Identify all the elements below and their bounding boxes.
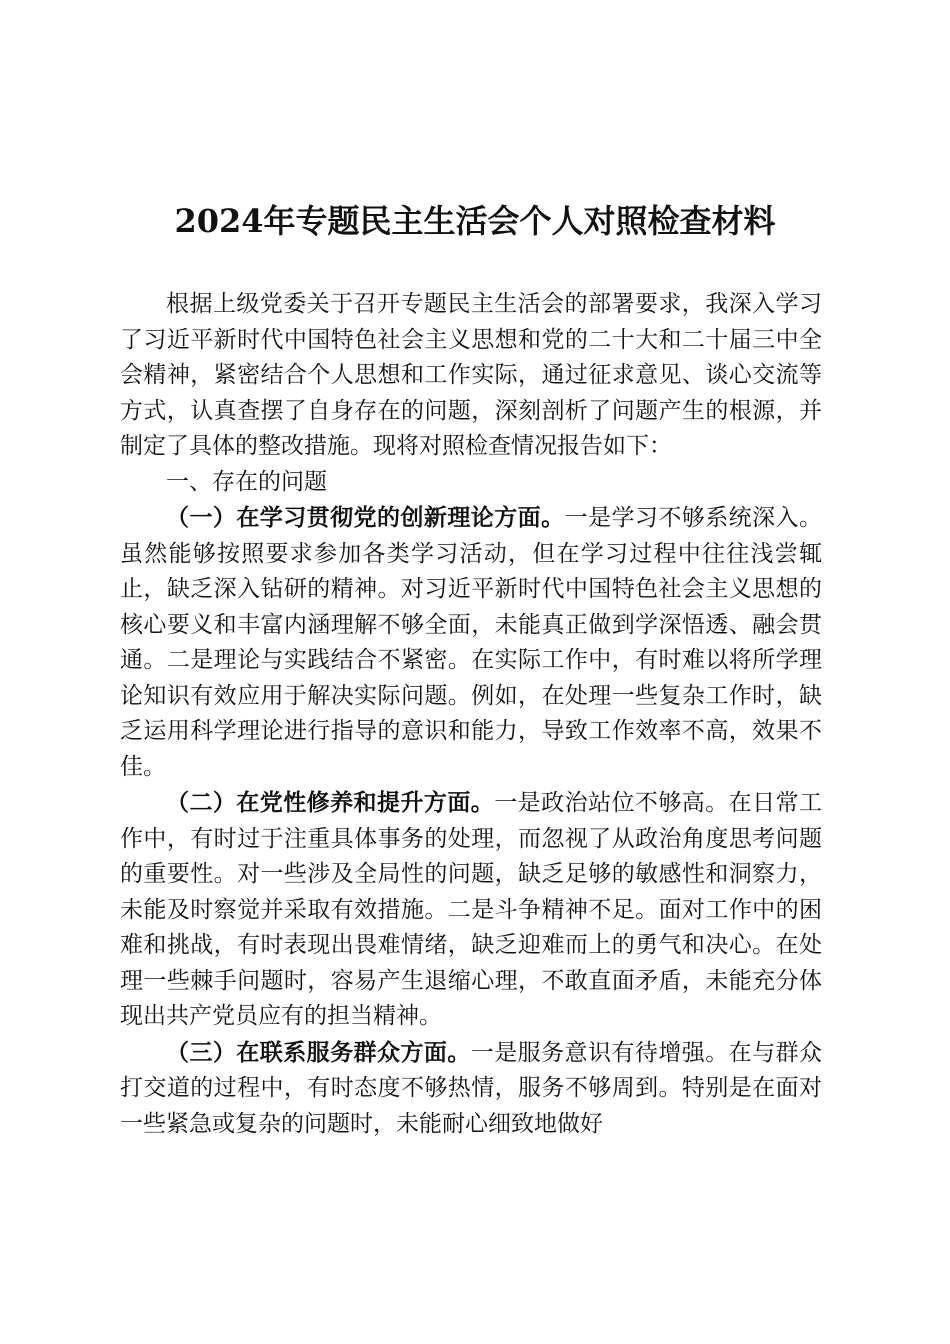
subsection-text: 一是政治站位不够高。在日常工作中，有时过于注重具体事务的处理，而忽视了从政治角度思考问题的重要性。对一些涉及全局性的问题，缺乏足够的敏感性和洞察力，未能及时察觉并采取有效措施。二是斗争精神不足。面对工作中的困难和挑战，有时表现出畏难情绪，缺乏迎难而上的勇气和决心。在处理一些棘手问题时，容易产生退缩心理，不敢直面矛盾，未能充分体现出共产党员应有的担当精神。 [120,790,823,1029]
subsection-paragraph [120,500,822,785]
subsection-text: 一是服务意识有待增强。在与群众打交道的过程中，有时态度不够热情，服务不够周到。特别是在面对一些紧急或复杂的问题时，未能耐心细致地做好 [120,1039,823,1137]
subsection-label: （三）在联系服务群众方面。 [166,1038,471,1066]
subsection-label: （一）在学习贯彻党的创新理论方面。 [166,504,565,531]
subsection-paragraph [120,785,822,1035]
section-heading: 一、存在的问题 [166,468,327,495]
document-title: 2024年专题民主生活会个人对照检查材料 [174,202,776,240]
subsection-paragraph [120,1035,822,1143]
subsection-label: （二）在党性修养和提升方面。 [166,789,495,816]
intro-paragraph: 根据上级党委关于召开专题民主生活会的部署要求，我深入学习了习近平新时代中国特色社会主义思想和党的二十大和二十届三中全会精神，紧密结合个人思想和工作实际，通过征求意见、谈心交流等方式，认真查摆了自身存在的问题，深刻剖析了问题产生的根源，并制定了具体的整改措施。现将对照检查情况报告如下： [120,291,822,459]
document-body [120,287,822,1142]
subsection-text: 一是学习不够系统深入。虽然能够按照要求参加各类学习活动，但在学习过程中往往浅尝辄止，缺乏深入钻研的精神。对习近平新时代中国特色社会主义思想的核心要义和丰富内涵理解不够全面，未能真正做到学深悟透、融会贯通。二是理论与实践结合不紧密。在实际工作中，有时难以将所学理论知识有效应用于解决实际问题。例如，在处理一些复杂工作时，缺乏运用科学理论进行指导的意识和能力，导致工作效率不高，效果不佳。 [120,505,823,780]
